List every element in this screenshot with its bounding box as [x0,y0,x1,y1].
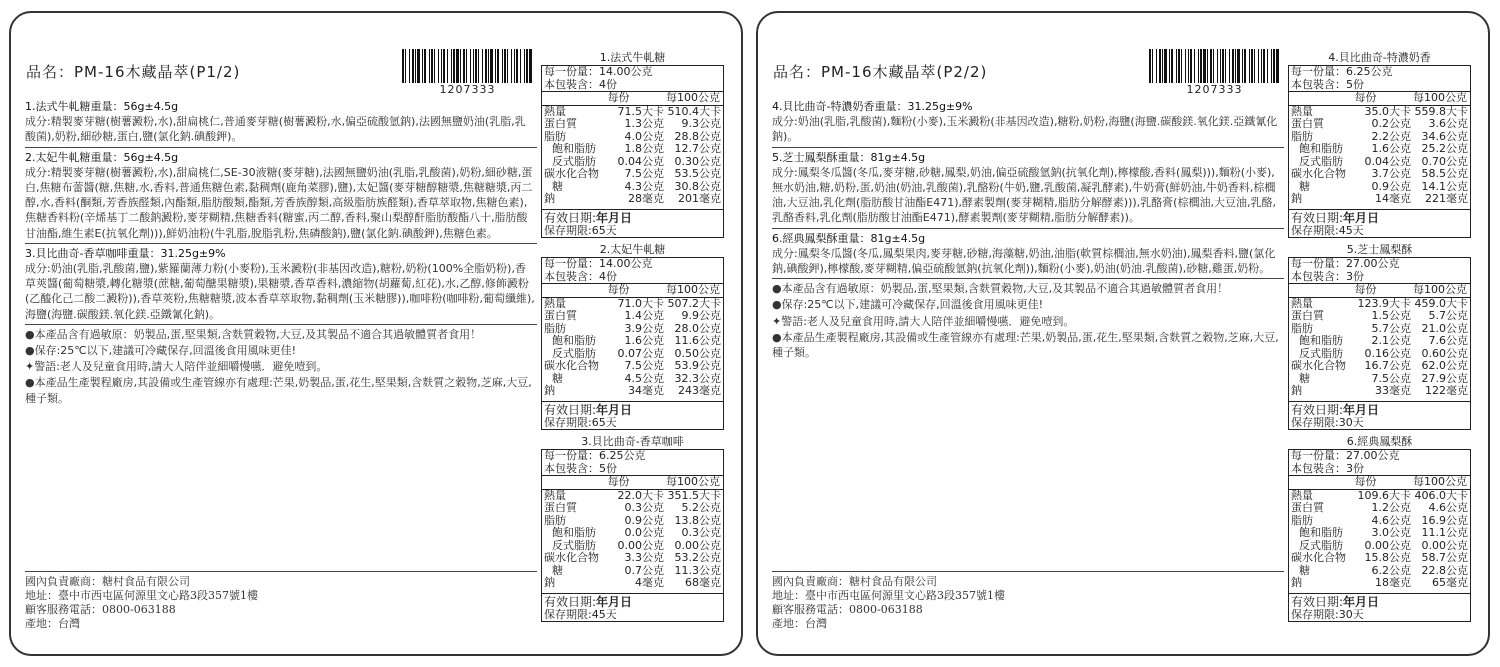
nutrient-row [542,335,723,348]
column-headers [1289,91,1470,106]
nutrient-name: 碳水化合物 [1291,551,1346,564]
nutrient-per-serving: 109.6大卡 [1357,488,1411,502]
nutrient-per-100g: 406.0大卡 [1414,488,1468,502]
column-headers [542,475,723,490]
ingredient-heading: 6.經典鳳梨酥重量：81g±4.5g [772,231,926,245]
col-per-serving: 每份 [607,475,630,488]
nutrient-per-100g: 507.2大卡 [667,296,721,310]
nutrient-per-100g: 459.0大卡 [1414,296,1468,310]
serving-size: 每一份量：14.00公克 [544,257,653,270]
shelf-life: 保存期限:30天 [1291,607,1364,621]
shelf-life: 保存期限:45天 [1291,223,1364,237]
nutrition-column [541,50,724,622]
nutrient-per-100g: 58.7公克 [1421,551,1468,564]
col-per-serving: 每份 [1354,475,1377,488]
note-line: ●保存:25℃以下,建議可冷藏保存,回溫後食用風味更佳! [772,298,1044,312]
expiry-date [542,401,723,417]
nutrient-per-serving: 18毫克 [1375,576,1411,589]
nutrient-name: 鈉 [544,576,555,589]
nutrient-name: 碳水化合物 [544,551,599,564]
nutrient-per-100g: 62.0公克 [1421,359,1468,372]
shelf-life: 保存期限:65天 [544,223,617,237]
nutrient-per-serving: 2.2公克 [1371,129,1411,143]
col-per-100g: 每100公克 [1413,283,1467,296]
column-headers [1289,475,1470,490]
nutrient-name: 糖 [552,179,563,193]
nutrient-name: 碳水化合物 [1291,167,1346,180]
nutrient-per-serving: 3.3公克 [624,551,664,564]
nutrient-name: 反式脂肪 [1299,154,1343,168]
nutrient-per-serving: 3.0公克 [1371,526,1411,539]
nutrient-per-serving: 4.0公克 [624,129,664,143]
ingredient-block [25,148,537,244]
nutrient-row [542,552,723,565]
nutrient-name: 反式脂肪 [552,154,596,168]
nutrient-per-serving: 0.9公克 [624,513,664,527]
expiry-label: 有效日期: [1291,594,1344,609]
nutrient-per-100g: 9.3公克 [681,117,721,130]
ingredients-column [25,97,537,407]
importer-line: 地址：臺中市西屯區何源里文心路3段357號1樓 [772,589,1005,602]
nutrient-per-serving: 0.0公克 [624,526,664,539]
nutrient-per-100g: 510.4大卡 [667,104,721,118]
servings-per-pack: 本包裝含：3份 [1291,461,1364,475]
note-line: ●保存:25℃以下,建議可冷藏保存,回溫後食用風味更佳! [25,344,297,358]
nutrient-per-serving: 3.7公克 [1371,167,1411,180]
nutrient-name: 脂肪 [544,129,566,143]
nutrient-per-serving: 33毫克 [1375,384,1411,397]
col-per-serving: 每份 [1354,283,1377,296]
nutrition-title: 5.芝士鳳梨酥 [1346,243,1413,256]
nutrient-name: 熱量 [544,104,566,118]
label-panel-2 [756,11,1490,656]
nutrient-per-serving: 7.5公克 [624,167,664,180]
nutrient-name: 糖 [1299,179,1310,193]
nutrient-per-100g: 201毫克 [678,192,721,205]
expiry-value: 年月日 [596,402,633,417]
shelf-life: 保存期限:45天 [544,607,617,621]
nutrient-name: 飽和脂肪 [1299,334,1343,347]
col-per-serving: 每份 [607,283,630,296]
nutrient-per-serving: 3.9公克 [624,321,664,335]
serving-size: 每一份量：14.00公克 [544,65,653,78]
nutrition-table [541,449,724,622]
expiry-value: 年月日 [1343,210,1380,225]
nutrient-per-serving: 4.5公克 [624,371,664,385]
nutrition-table [541,65,724,238]
nutrition-table [1288,449,1471,622]
note-line: ✦警語:老人及兒童食用時,請大人陪伴並細嚼慢嚥．避免噎到。 [25,360,328,374]
nutrition-table [1288,65,1471,238]
nutrient-per-100g: 4.6公克 [1428,501,1468,514]
nutrient-per-serving: 5.7公克 [1371,321,1411,335]
barcode-number: 1207333 [439,83,496,96]
importer-line: 產地：台灣 [25,617,80,630]
col-per-serving: 每份 [607,91,630,104]
nutrient-per-serving: 28毫克 [628,192,664,205]
nutrient-per-serving: 1.3公克 [624,117,664,130]
col-per-serving: 每份 [1354,91,1377,104]
importer-line: 顧客服務電話：0800-063188 [772,603,923,616]
nutrient-per-100g: 12.7公克 [674,142,721,155]
nutrient-per-serving: 0.2公克 [1371,117,1411,130]
nutrient-row [1289,385,1470,398]
nutrient-per-100g: 13.8公克 [674,513,721,527]
nutrient-per-100g: 0.30公克 [674,154,721,168]
nutrient-name: 鈉 [1291,576,1302,589]
nutrient-per-serving: 0.00公克 [617,538,664,552]
ingredient-heading: 3.貝比曲奇-香草咖啡重量：31.25g±9% [25,246,226,260]
ingredient-text: 成分:鳳梨冬瓜醬(冬瓜,麥芽糖,砂糖,鳳梨,奶油,偏亞硫酸氫鈉(抗氧化劑),檸檬酸,香料(鳳梨))),麵粉(小麥),無水奶油,糖,奶粉,蛋,奶油(奶油,乳酸菌),乳酪粉(牛奶,鹽,乳酸菌,凝乳酵素),牛奶膏(鮮奶油,牛奶香料,棕櫚油,大豆油,乳化劑(脂肪酸甘油酯E471),酵素製劑(麥芽糊精,脂肪分解酵素))),乳酪膏(棕櫚油,大豆油,乳酪,乳酪香料,乳化劑(脂肪酸甘油酯E471),酵素製劑(麥芽糊精,脂肪分解酵素))。 [772,165,1276,225]
nutrition-title: 1.法式牛軋糖 [599,51,666,64]
nutrient-per-serving: 7.5公克 [624,359,664,372]
expiry-value: 年月日 [1343,402,1380,417]
nutrient-per-serving: 7.5公克 [1371,371,1411,385]
nutrient-per-serving: 4.3公克 [624,179,664,193]
nutrient-per-serving: 6.2公克 [1371,563,1411,577]
ingredient-text: 成分:鳳梨冬瓜醬(冬瓜,鳳梨果肉,麥芽糖,砂糖,海藻糖,奶油,油脂(軟質棕櫚油,無水奶油),鳳梨香料,鹽(氯化鈉,碘酸鉀),檸檬酸,麥芽糊精,偏亞硫酸氫鈉(抗氧化劑)),麵粉(小麥),奶油(奶油.乳酸菌),砂糖,雞蛋,奶粉。 [772,246,1276,276]
product-title: 品名：PM-16木藏晶萃(P1/2) [26,63,241,81]
barcode-icon [401,49,534,83]
servings-per-pack: 本包裝含：5份 [544,461,617,475]
nutrient-per-serving: 0.04公克 [617,154,664,168]
nutrient-per-100g: 559.8大卡 [1414,104,1468,118]
nutrient-name: 飽和脂肪 [1299,526,1343,539]
importer-info [25,571,537,631]
servings-per-pack: 本包裝含：4份 [544,269,617,283]
nutrition-table [1288,257,1471,430]
nutrient-row [542,527,723,540]
expiry-date [1289,209,1470,225]
nutrient-per-serving: 14毫克 [1375,192,1411,205]
nutrient-per-serving: 16.7公克 [1364,359,1411,372]
importer-info [772,571,1284,631]
serving-size: 每一份量：6.25公克 [544,449,646,462]
nutrient-per-serving: 15.8公克 [1364,551,1411,564]
nutrient-name: 脂肪 [544,321,566,335]
importer-line: 國內負責廠商：糖村食品有限公司 [772,575,937,588]
expiry-label: 有效日期: [1291,402,1344,417]
nutrient-per-100g: 9.9公克 [681,309,721,322]
col-per-100g: 每100公克 [666,283,720,296]
nutrient-row [542,168,723,181]
nutrient-per-serving: 1.2公克 [1371,501,1411,514]
nutrient-per-100g: 0.70公克 [1421,154,1468,168]
nutrient-name: 糖 [552,563,563,577]
nutrient-row [1289,552,1470,565]
nutrient-per-100g: 53.9公克 [674,359,721,372]
nutrient-row [1289,118,1470,131]
nutrient-per-100g: 34.6公克 [1421,129,1468,143]
column-headers [542,283,723,298]
nutrient-per-100g: 32.3公克 [674,371,721,385]
nutrient-per-100g: 11.3公克 [674,563,721,577]
nutrient-per-100g: 122毫克 [1425,384,1468,397]
note-line: ●本產品含有過敏原：奶製品,蛋,堅果類,含麩質穀物,大豆,及其製品不適合其過敏體質者食用！ [25,327,482,341]
nutrient-per-100g: 221毫克 [1425,192,1468,205]
nutrient-per-serving: 0.04公克 [1364,154,1411,168]
nutrient-per-serving: 71.5大卡 [617,104,664,118]
nutrient-name: 脂肪 [1291,321,1313,335]
ingredient-heading: 2.太妃牛軋糖重量：56g±4.5g [25,150,179,164]
nutrient-row [1289,527,1470,540]
nutrient-per-100g: 27.9公克 [1421,371,1468,385]
nutrient-per-100g: 58.5公克 [1421,167,1468,180]
nutrient-name: 脂肪 [544,513,566,527]
expiry-date [1289,593,1470,609]
nutrient-name: 鈉 [1291,384,1302,397]
nutrient-per-serving: 0.7公克 [624,563,664,577]
ingredient-heading: 1.法式牛軋糖重量：56g±4.5g [25,100,179,113]
nutrient-per-serving: 2.1公克 [1371,334,1411,347]
expiry-date [542,593,723,609]
nutrient-per-serving: 1.5公克 [1371,309,1411,322]
nutrient-row [1289,577,1470,590]
nutrient-per-serving: 4毫克 [635,576,664,589]
nutrition-title: 4.貝比曲奇-特濃奶香 [1328,51,1431,64]
nutrient-name: 脂肪 [1291,513,1313,527]
ingredients-column [772,97,1284,361]
nutrient-name: 反式脂肪 [552,346,596,360]
nutrient-row [542,385,723,398]
serving-size: 每一份量：27.00公克 [1291,449,1400,462]
nutrient-name: 熱量 [1291,296,1313,310]
nutrient-per-serving: 22.0大卡 [617,488,664,502]
ingredient-block [25,97,537,148]
nutrient-per-serving: 4.6公克 [1371,513,1411,527]
nutrient-name: 飽和脂肪 [552,526,596,539]
nutrient-per-100g: 16.9公克 [1421,513,1468,527]
product-title: 品名：PM-16木藏晶萃(P2/2) [773,63,988,81]
servings-per-pack: 本包裝含：5份 [1291,77,1364,91]
nutrient-per-100g: 30.8公克 [674,179,721,193]
nutrient-per-100g: 5.2公克 [681,501,721,514]
nutrient-per-100g: 0.00公克 [674,538,721,552]
expiry-date [542,209,723,225]
nutrient-name: 碳水化合物 [544,167,599,180]
nutrient-per-100g: 53.5公克 [674,167,721,180]
servings-per-pack: 本包裝含：3份 [1291,269,1364,283]
expiry-label: 有效日期: [1291,210,1344,225]
nutrient-per-serving: 71.0大卡 [617,296,664,310]
nutrient-name: 熱量 [544,296,566,310]
nutrient-per-100g: 3.6公克 [1428,117,1468,130]
nutrient-per-100g: 0.3公克 [681,526,721,539]
notes-block [25,325,537,406]
nutrient-name: 蛋白質 [1291,309,1324,322]
nutrient-row [1289,193,1470,206]
nutrient-per-100g: 7.6公克 [1428,334,1468,347]
ingredient-heading: 4.貝比曲奇-特濃奶香重量：31.25g±9% [772,100,973,113]
nutrient-per-serving: 1.6公克 [624,334,664,347]
nutrient-row [1289,335,1470,348]
nutrient-per-serving: 0.9公克 [1371,179,1411,193]
shelf-life: 保存期限:30天 [1291,415,1364,429]
expiry-value: 年月日 [596,210,633,225]
nutrient-name: 糖 [552,371,563,385]
ingredient-text: 成分:奶油(乳脂,乳酸菌),麵粉(小麥),玉米澱粉(非基因改造),糖粉,奶粉,海鹽(海鹽.碳酸鎂.氧化鎂.亞鐵氰化鈉)。 [772,115,1278,144]
ingredient-block [772,229,1284,280]
nutrient-name: 蛋白質 [544,309,577,322]
shelf-life: 保存期限:65天 [544,415,617,429]
nutrient-name: 飽和脂肪 [1299,142,1343,155]
nutrient-name: 蛋白質 [544,117,577,130]
nutrient-name: 脂肪 [1291,129,1313,143]
nutrient-per-serving: 0.3公克 [624,501,664,514]
nutrient-per-100g: 11.6公克 [674,334,721,347]
col-per-100g: 每100公克 [666,91,720,104]
nutrient-name: 反式脂肪 [1299,538,1343,552]
servings-per-pack: 本包裝含：4份 [544,77,617,91]
nutrient-per-serving: 0.00公克 [1364,538,1411,552]
nutrient-per-serving: 0.07公克 [617,346,664,360]
importer-line: 地址：臺中市西屯區何源里文心路3段357號1樓 [25,589,258,602]
column-headers [1289,283,1470,298]
nutrient-row [1289,168,1470,181]
ingredient-text: 成分:精製麥芽糖(樹薯澱粉,水),甜扁桃仁,普通麥芽糖(樹薯澱粉,水,偏亞硫酸氫鈉),法國無鹽奶油(乳脂,乳酸菌),奶粉,細砂糖,蛋白,鹽(氯化鈉.碘酸鉀)。 [25,115,526,144]
note-line: ✦警語:老人及兒童食用時,請大人陪伴並細嚼慢嚥．避免噎到。 [772,314,1075,328]
nutrition-table [541,257,724,430]
barcode-icon [1148,49,1281,83]
nutrition-column [1288,50,1471,622]
nutrient-row [542,193,723,206]
ingredient-block [25,244,537,325]
nutrient-name: 鈉 [544,192,555,205]
nutrient-name: 鈉 [544,384,555,397]
ingredient-heading: 5.芝士鳳梨酥重量：81g±4.5g [772,150,926,164]
col-per-100g: 每100公克 [1413,475,1467,488]
nutrient-name: 碳水化合物 [1291,359,1346,372]
nutrient-row [542,502,723,515]
nutrient-per-serving: 1.8公克 [624,142,664,155]
nutrient-per-100g: 14.1公克 [1421,179,1468,193]
expiry-label: 有效日期: [544,594,597,609]
note-line: ●本產品生產製程廠房,其設備或生產管線亦有處理:芒果,奶製品,蛋,花生,堅果類,含麩質之穀物,芝麻,大豆,種子類。 [25,376,532,405]
nutrient-per-100g: 11.1公克 [1421,526,1468,539]
nutrient-per-100g: 243毫克 [678,384,721,397]
note-line: ●本產品生產製程廠房,其設備或生產管線亦有處理:芒果,奶製品,蛋,花生,堅果類,含麩質之穀物,芝麻,大豆,種子類。 [772,330,1279,360]
nutrient-per-100g: 0.50公克 [674,346,721,360]
serving-size: 每一份量：27.00公克 [1291,257,1400,270]
importer-line: 國內負責廠商：糖村食品有限公司 [25,575,190,588]
ingredient-text: 成分:精製麥芽糖(樹薯澱粉,水),甜扁桃仁,SE-30液糖(麥芽糖),法國無鹽奶油(乳脂,乳酸菌),奶粉,細砂糖,蛋白,焦糖布蕾醬(糖,焦糖,水,香料,普通焦糖色素,黏稠劑(鹿角菜膠),鹽),太妃醬(麥芽糖醇糖漿,焦糖糖漿,丙二醇,水,香料(酮類,芳香族醛類,內酯類,脂肪酸類,酯類,芳香族醇類,高級脂肪族醛類),香草萃取物,焦糖色素),焦糖香料粉(辛烯基丁二酸鈉澱粉,麥芽糊精,焦糖香料(糖蜜,丙二醇,香料,聚山梨醇酐脂肪酸酯八十,脂肪酸甘油酯,維生素E(抗氧化劑))),鮮奶油粉(牛乳脂,脫脂乳粉,焦磷酸鈉),鹽(氯化鈉.碘酸鉀),焦糖色素。 [25,165,533,240]
expiry-value: 年月日 [1343,594,1380,609]
column-headers [542,91,723,106]
nutrient-name: 蛋白質 [1291,117,1324,130]
nutrition-title: 2.太妃牛軋糖 [599,243,666,256]
nutrient-per-serving: 123.9大卡 [1357,296,1411,310]
expiry-value: 年月日 [596,594,633,609]
nutrient-per-100g: 0.60公克 [1421,346,1468,360]
nutrient-name: 蛋白質 [1291,501,1324,514]
nutrient-name: 飽和脂肪 [552,334,596,347]
importer-line: 產地：台灣 [772,617,827,630]
nutrient-name: 反式脂肪 [552,538,596,552]
nutrition-title: 6.經典鳳梨酥 [1346,435,1413,448]
nutrient-row [542,577,723,590]
ingredient-block [772,97,1284,148]
nutrient-per-serving: 1.4公克 [624,309,664,322]
note-line: ●本產品含有過敏原：奶製品,蛋,堅果類,含麩質穀物,大豆,及其製品不適合其過敏體質者食用！ [772,282,1229,296]
nutrient-name: 鈉 [1291,192,1302,205]
nutrient-name: 蛋白質 [544,501,577,514]
nutrient-row [542,360,723,373]
nutrition-title: 3.貝比曲奇-香草咖啡 [581,435,684,448]
nutrient-per-100g: 68毫克 [685,576,721,589]
nutrient-per-serving: 35.0大卡 [1364,104,1411,118]
expiry-date [1289,401,1470,417]
nutrient-name: 飽和脂肪 [552,142,596,155]
nutrient-per-100g: 25.2公克 [1421,142,1468,155]
notes-block [772,279,1284,360]
nutrient-per-serving: 1.6公克 [1371,142,1411,155]
expiry-label: 有效日期: [544,210,597,225]
col-per-100g: 每100公克 [666,475,720,488]
nutrient-per-100g: 53.2公克 [674,551,721,564]
barcode-number: 1207333 [1186,83,1243,96]
nutrient-row [1289,310,1470,323]
nutrient-name: 熱量 [1291,104,1313,118]
ingredient-block [772,148,1284,229]
nutrient-per-100g: 22.8公克 [1421,563,1468,577]
label-panel-1 [9,11,743,656]
nutrient-row [542,118,723,131]
col-per-100g: 每100公克 [1413,91,1467,104]
nutrient-per-100g: 65毫克 [1432,576,1468,589]
nutrient-name: 反式脂肪 [1299,346,1343,360]
nutrient-per-100g: 28.0公克 [674,321,721,335]
importer-line: 顧客服務電話：0800-063188 [25,603,176,616]
nutrient-name: 碳水化合物 [544,359,599,372]
nutrient-per-100g: 0.00公克 [1421,538,1468,552]
nutrient-name: 糖 [1299,563,1310,577]
nutrient-row [1289,360,1470,373]
nutrient-row [1289,143,1470,156]
nutrient-row [1289,502,1470,515]
nutrient-per-serving: 0.16公克 [1364,346,1411,360]
serving-size: 每一份量：6.25公克 [1291,65,1393,78]
expiry-label: 有效日期: [544,402,597,417]
nutrient-per-serving: 34毫克 [628,384,664,397]
nutrient-name: 熱量 [1291,488,1313,502]
nutrient-per-100g: 21.0公克 [1421,321,1468,335]
nutrient-per-100g: 5.7公克 [1428,309,1468,322]
nutrient-row [542,143,723,156]
nutrient-row [542,310,723,323]
ingredient-text: 成分:奶油(乳脂,乳酸菌,鹽),紫羅蘭薄力粉(小麥粉),玉米澱粉(非基因改造),糖粉,奶粉(100%全脂奶粉),香草莢醬(葡萄糖漿,轉化糖漿(蔗糖,葡萄醣果糖漿),果糖漿,香草香料,濃縮物(胡蘿蔔,紅花),水,乙醇,修飾澱粉(乙醯化己二酸二澱粉)),香草莢粉,焦糖糖漿,波本香草萃取物,黏稠劑(玉米糖膠)),咖啡粉(咖啡粉,葡萄纖維),海鹽(海鹽.碳酸鎂.氧化鎂.亞鐵氰化鈉)。 [25,262,535,321]
nutrient-per-100g: 351.5大卡 [667,488,721,502]
nutrient-name: 熱量 [544,488,566,502]
nutrient-per-100g: 28.8公克 [674,129,721,143]
nutrient-name: 糖 [1299,371,1310,385]
